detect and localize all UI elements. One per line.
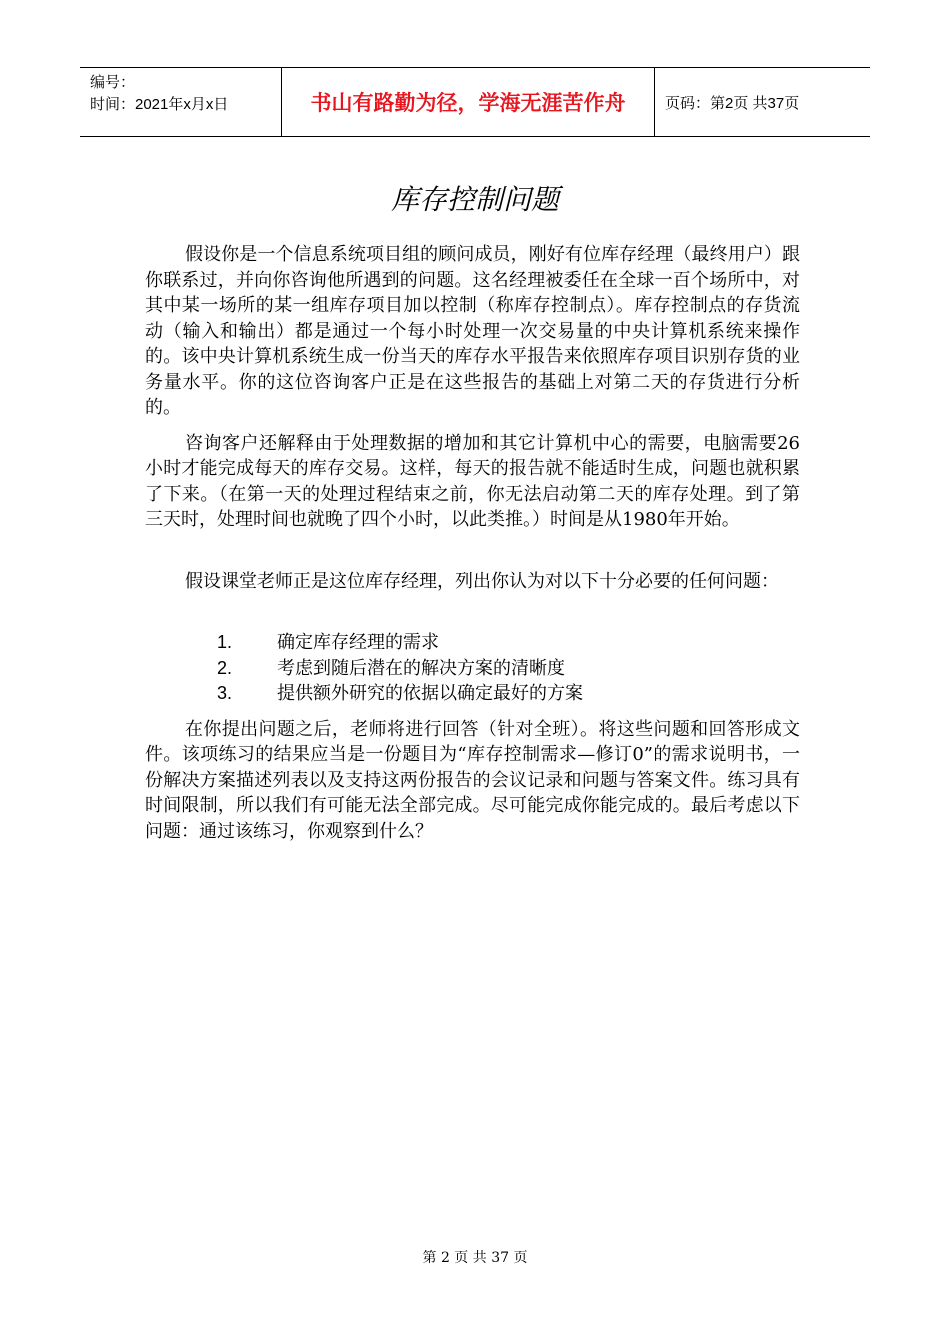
list-item — [145, 630, 800, 656]
header-meta — [80, 68, 282, 136]
list-item — [145, 656, 800, 682]
paragraph-4: 在你提出问题之后，老师将进行回答（针对全班）。将这些问题和回答形成文件。该项练习的结果应当是一份题目为“库存控制需求—修订0”的需求说明书，一份解决方案描述列表以及支持这两份报告的会议记录和问题与答案文件。练习具有时间限制，所以我们有可能无法全部完成。尽可能完成你能完成的。最后考虑以下问题：通过该练习，你观察到什么？ — [145, 718, 800, 842]
paragraph-3: 假设课堂老师正是这位库存经理，列出你认为对以下十分必要的任何问题： — [185, 570, 779, 592]
list-item-number: 2. — [217, 657, 233, 678]
requirement-list — [145, 630, 800, 707]
document-header — [80, 67, 870, 137]
number-label: 编号： — [90, 74, 136, 91]
list-item-text: 确定库存经理的需求 — [277, 632, 439, 653]
header-motto: 书山有路勤为径，学海无涯苦作舟 — [282, 68, 655, 136]
page-title: 库存控制问题 — [390, 183, 559, 216]
paragraph-1: 假设你是一个信息系统项目组的顾问成员，刚好有位库存经理（最终用户）跟你联系过，并向你咨询他所遇到的问题。这名经理被委任在全球一百个场所中，对其中某一场所的某一组库存项目加以控制（称库存控制点）。库存控制点的存货流动（输入和输出）都是通过一个每小时处理一次交易量的中央计算机系统来操作的。该中央计算机系统生成一份当天的库存水平报告来依照库存项目识别存货的业务量水平。你的这位咨询客户正是在这些报告的基础上对第二天的存货进行分析的。 — [145, 244, 800, 418]
document-body — [145, 242, 800, 844]
list-item — [145, 681, 800, 707]
page-footer: 第 2 页 共 37 页 — [422, 1250, 528, 1266]
list-item-number: 3. — [217, 683, 233, 703]
header-page-info: 页码：第2页 共37页 — [665, 94, 800, 112]
list-item-number: 1. — [217, 632, 233, 652]
time-label: 时间：2021年x月x日 — [90, 96, 229, 113]
paragraph-2: 咨询客户还解释由于处理数据的增加和其它计算机中心的需要，电脑需要26小时才能完成每天的库存交易。这样，每天的报告就不能适时生成，问题也就积累了下来。（在第一天的处理过程结束之前，你无法启动第二天的库存处理。到了第三天时，处理时间也就晚了四个小时，以此类推。）时间是从1980年开始。 — [145, 432, 800, 530]
list-item-text: 提供额外研究的依据以确定最好的方案 — [277, 683, 583, 704]
list-item-text: 考虑到随后潜在的解决方案的清晰度 — [277, 657, 565, 679]
